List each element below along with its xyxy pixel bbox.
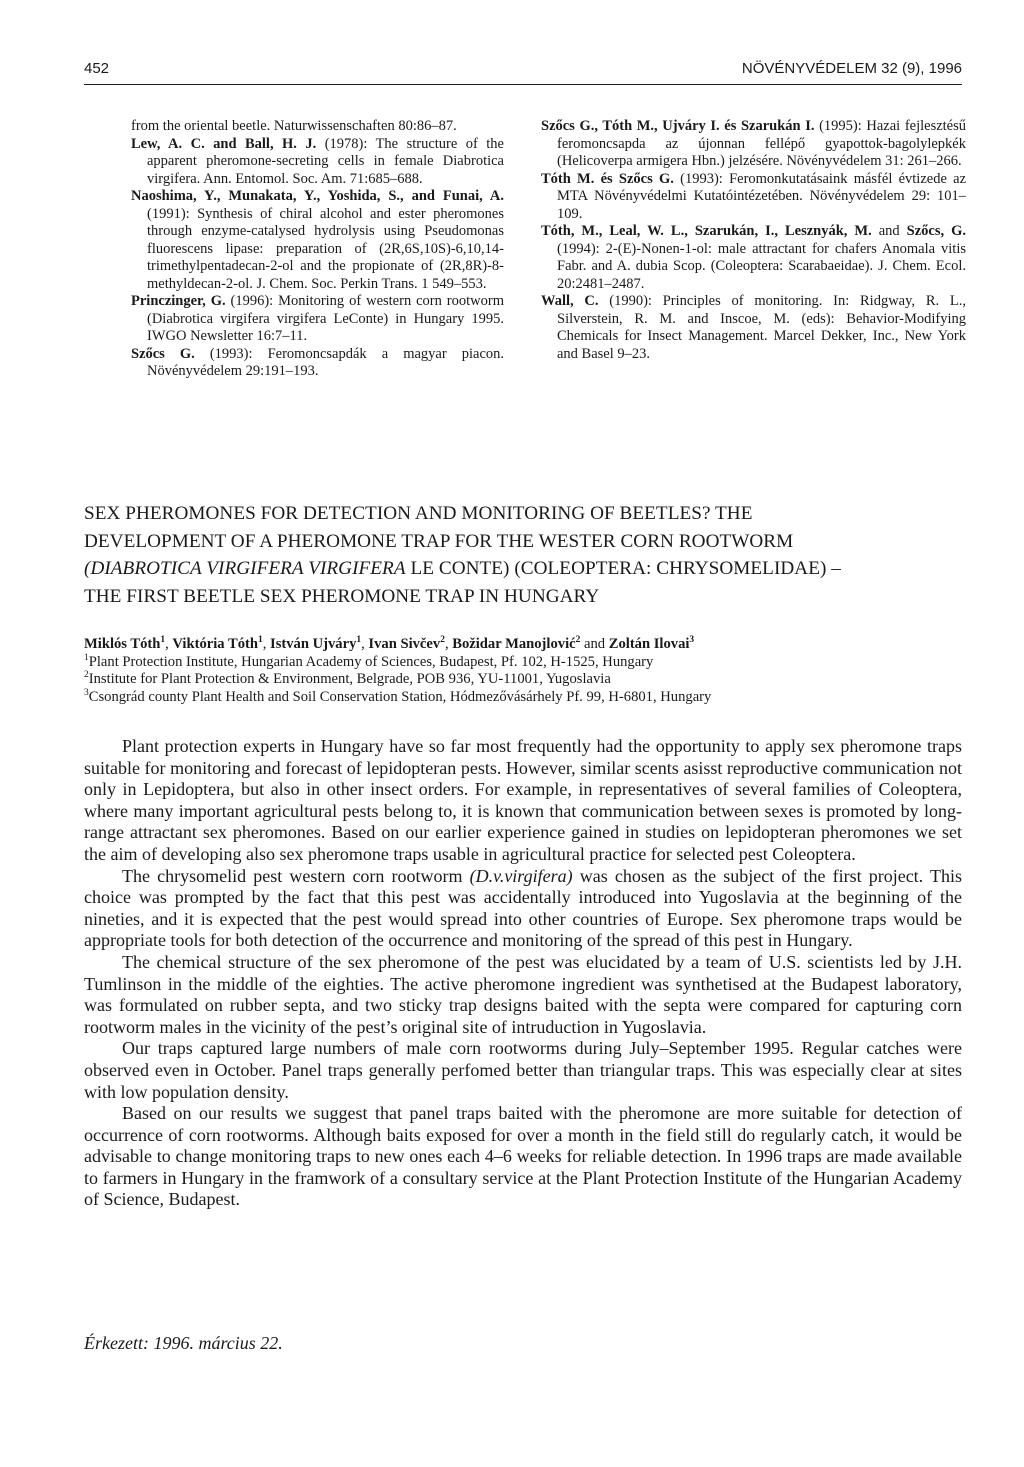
title-line-rest: LE CONTE) (COLEOPTERA: CHRYSOMELIDAE) – [405,558,841,579]
reference-text: (1993): Feromonkutatásaink másfél évtizede az MTA Növényvédelmi Kutatóintézetében. Növényvédelem 29: 101–109. [557,170,967,222]
reference-text: (1991): Synthesis of chiral alcohol and ester pheromones through enzyme-catalysed hydrolysis using Pseudomonas fluorescens lipase: preparation of (2R,6S,10S)-6,10,14-trimethylpentadecan-2-ol and the propionate of (2R,8R)-8-methyldecan-2-ol. J. Chem. Soc. Perkin Trans. 1 549–553. [147,205,504,292]
page-header [84,60,962,77]
author-name: István Ujváry [270,636,357,652]
author-name: Miklós Tóth [84,636,161,652]
reference-entry [131,188,504,293]
body-paragraph [84,866,962,952]
title-line [84,555,984,583]
reference-authors: Szőcs, G. [906,223,966,239]
reference-text: (1994): 2-(E)-Nonen-1-ol: male attractant for chafers Anomala vitis Fabr. and A. dubia Scop. (Coleoptera: Scarabaeidae). J. Chem. Ecol. 20:2481–2487. [557,240,966,292]
reference-text: from the oriental beetle. Naturwissenschaften 80:86–87. [131,118,457,134]
affiliation [84,654,964,672]
affiliation-mark: 3 [84,687,89,698]
author-separator: , [361,636,369,652]
references-right-column [541,118,966,363]
body-text-segment: The chrysomelid pest western corn rootworm [122,865,470,886]
author-name: Viktória Tóth [172,636,258,652]
article-body [84,736,962,1211]
reference-entry [541,118,966,171]
author-separator: , [444,636,453,652]
reference-authors: Szőcs G. [131,345,195,362]
reference-entry [541,171,966,224]
species-italic: (D.v.virgifera) [469,865,573,886]
reference-authors: Lew, A. C. and Ball, H. J. [131,135,317,152]
author-list [84,636,964,654]
reference-entry [131,118,504,136]
reference-authors: Princzinger, G. [131,293,226,309]
body-paragraph: Our traps captured large numbers of male corn rootworms during July–September 1995. Regular catches were observed even in October. Panel traps generally perfomed better than triangular traps. This was especially clear at sites with low population density. [84,1038,962,1102]
affiliation-text: Csongrád county Plant Health and Soil Conservation Station, Hódmezővásárhely Pf. 99, H-6801, Hungary [88,688,712,705]
author-affiliation-mark: 1 [160,635,166,646]
title-line: DEVELOPMENT OF A PHEROMONE TRAP FOR THE WESTER CORN ROOTWORM [84,530,794,552]
author-affiliation-mark: 1 [356,635,362,646]
page-number: 452 [84,60,110,77]
reference-entry [131,293,504,346]
body-paragraph: Based on our results we suggest that panel traps baited with the pheromone are more suitable for detection of occurrence of corn rootworms. Although baits exposed for over a month in the field still do regularly catch, it would be advisable to change monitoring traps to new ones each 4–6 weeks for reliable detection. In 1996 traps are made available to farmers in Hungary in the framwork of a consultary service at the Plant Protection Institute of the Hungarian Academy of Science, Budapest. [84,1103,962,1210]
author-separator: and [580,636,609,652]
reference-authors: Tóth M. és Szőcs G. [541,170,674,187]
author-affiliation-mark: 1 [257,635,263,646]
author-name: Ivan Sivčev [368,636,441,652]
reference-authors: Wall, C. [541,293,599,309]
journal-running-head: NÖVÉNYVÉDELEM 32 (9), 1996 [741,60,962,77]
author-affiliation-mark: 2 [575,635,581,646]
reference-text: (1995): Hazai fejlesztésű feromoncsapda az újonnan fellépő gyapottok-bagolylepkék (Helicoverpa armigera Hbn.) jelzésére. Növényvédelem 31: 261–266. [557,118,967,169]
affiliation-text: Institute for Plant Protection & Environment, Belgrade, POB 936, YU-11001, Yugoslavia [88,671,611,687]
body-paragraph: Plant protection experts in Hungary have so far most frequently had the opportunity to apply sex pheromone traps suitable for monitoring and forecast of lepidopteran pests. However, similar scents asisst reproductive communication not only in Lepidoptera, but also in other insect orders. For example, in representatives of several families of Coleoptera, where many important agricultural pests belong to, it is known that communication between sexes is promoted by long-range attractant sex pheromones. Based on our earlier experience gained in studies on lepidopteran pheromones we set the aim of developing also sex pheromone traps usable in agricultural practice for selected pest Coleoptera. [84,736,962,864]
authors-block [84,636,964,706]
reference-authors: Tóth, M., Leal, W. L., Szarukán, I., Lesznyák, M. [541,223,872,239]
reference-text: (1978): The structure of the apparent pheromone-secreting cells in female Diabrotica virgifera. Ann. Entomol. Soc. Am. 71:685–688. [147,135,504,187]
author-separator: , [165,636,173,652]
body-text-segment: was chosen as the subject of the first project. This choice was prompted by the fact that this pest was accidentally introduced into Yugoslavia at the beginning of the nineties, and it is expected that the pest would spread into other countries of Europe. Sex pheromone traps would be appropriate tools for both detection of the occurrence and monitoring of the spread of this pest in Hungary. [84,865,962,951]
reference-entry [131,346,504,381]
affiliation-mark: 1 [84,652,89,663]
reference-text: (1996): Monitoring of western corn rootworm (Diabrotica virgifera virgifera LeConte) in Hungary 1995. IWGO Newsletter 16:7–11. [147,293,504,344]
title-line: THE FIRST BEETLE SEX PHEROMONE TRAP IN HUNGARY [84,585,600,607]
affiliation-text: Plant Protection Institute, Hungarian Academy of Sciences, Budapest, Pf. 102, H-1525, Hungary [88,653,654,670]
author-separator: , [262,636,271,652]
affiliation-mark: 2 [84,670,89,681]
reference-entry [541,223,966,293]
received-date: Érkezett: 1996. március 22. [84,1333,283,1353]
title-line: SEX PHEROMONES FOR DETECTION AND MONITORING OF BEETLES? THE [84,503,753,524]
reference-authors: Szőcs G., Tóth M., Ujváry I. és Szarukán I. [541,118,815,134]
author-name: Zoltán Ilovai [608,636,690,652]
author-name: Božidar Manojlović [452,636,576,652]
author-affiliation-mark: 3 [689,635,695,646]
reference-authors: Naoshima, Y., Munakata, Y., Yoshida, S., and Funai, A. [131,188,504,204]
author-affiliation-mark: 2 [440,635,445,646]
affiliation [84,689,964,707]
reference-text: (1990): Principles of monitoring. In: Ridgway, R. L., Silverstein, R. M. and Inscoe, M. (eds): Behavior-Modifying Chemicals for Insect Management. Marcel Dekker, Inc., New York and Basel 9–23. [557,293,966,362]
article-title [84,500,984,610]
title-species-italic: (DIABROTICA VIRGIFERA VIRGIFERA [84,558,406,579]
references-left-column [131,118,504,381]
reference-entry [541,293,966,363]
affiliation [84,671,964,689]
body-paragraph: The chemical structure of the sex pheromone of the pest was elucidated by a team of U.S. scientists led by J.H. Tumlinson in the middle of the eighties. The active pheromone ingredient was synthetised at the Budapest laboratory, was formulated on rubber septa, and two sticky trap designs baited with the septa were compared for capturing corn rootworm males in the vicinity of the pest’s original site of intruduction in Yugoslavia. [84,951,962,1037]
header-rule [84,84,962,85]
reference-entry [131,136,504,189]
reference-text: (1993): Feromoncsapdák a magyar piacon. Növényvédelem 29:191–193. [147,345,505,379]
reference-text: and [871,223,907,239]
